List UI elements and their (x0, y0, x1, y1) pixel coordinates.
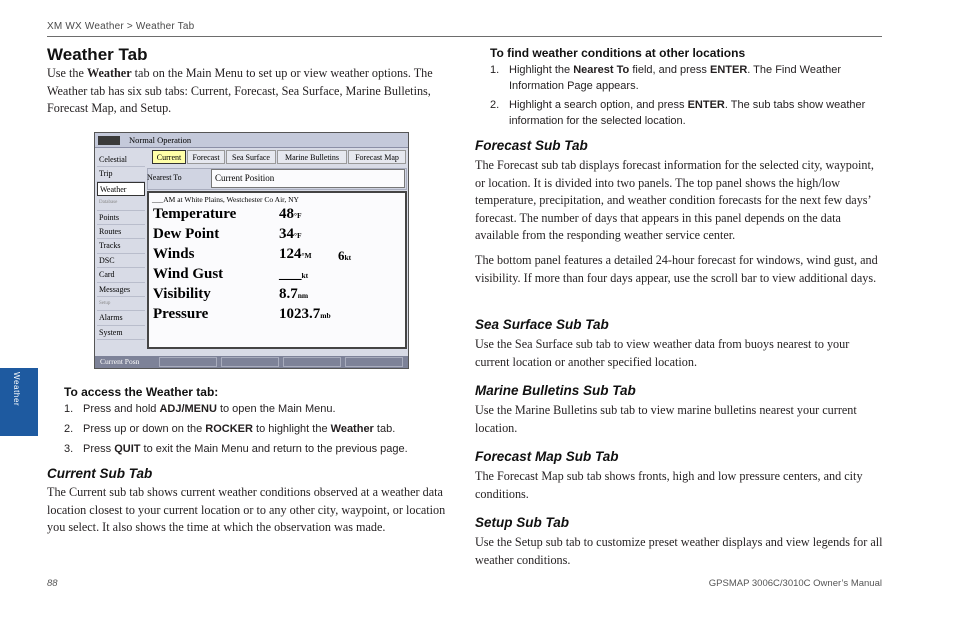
status-cell (221, 357, 279, 367)
key-label: Weather (330, 423, 374, 435)
winds-speed (338, 248, 351, 264)
status-cell (283, 357, 341, 367)
forecast-sub-paragraph-2: The bottom panel features a detailed 24-hour forecast for windows, wind gust, and visibility. If more than four days appear, use the scroll bar to view additional days. (475, 253, 878, 285)
tab-current[interactable]: Current (152, 150, 186, 164)
menu-item-celestial[interactable]: Celestial (97, 153, 145, 167)
key-label: ENTER (687, 99, 725, 111)
intro-paragraph (47, 65, 445, 118)
marine-bulletins-sub-paragraph: Use the Marine Bulletins sub tab to view marine bulletins nearest your current location. (475, 403, 857, 435)
page-number: 88 (47, 578, 58, 589)
wind-gust-value (279, 266, 308, 283)
battery-icon (98, 136, 120, 145)
step-text: Highlight a search option, and press (509, 99, 688, 111)
step-text: tab. (373, 423, 396, 435)
menu-item-alarms[interactable]: Alarms (97, 311, 145, 325)
forecast-map-sub-heading: Forecast Map Sub Tab (475, 449, 619, 464)
step-text: Press and hold (83, 403, 160, 415)
step-number: 1. (490, 64, 500, 76)
step-text: field, and press (629, 64, 710, 76)
menu-item-points[interactable]: Points (97, 211, 145, 225)
tab-sea-surface[interactable]: Sea Surface (226, 150, 276, 164)
tab-forecast[interactable]: Forecast (187, 150, 225, 164)
dew-point-label: Dew Point (153, 226, 220, 242)
field-label: Nearest To (573, 64, 630, 76)
step-text: . The sub tabs show weather information for the selected location. (509, 99, 866, 127)
sub-tabs (150, 150, 406, 165)
current-conditions-panel (147, 191, 407, 349)
running-header: XM WX Weather > Weather Tab (47, 21, 195, 32)
section-side-tab (0, 368, 38, 436)
current-position-label: Current Posn (100, 357, 140, 366)
winds-speed-number: 6 (338, 248, 345, 263)
main-menu (97, 153, 145, 340)
screen-title-bar (95, 133, 408, 148)
nearest-to-label: Nearest To (147, 173, 182, 182)
winds-unit: °M (301, 251, 312, 260)
tab-forecast-map[interactable]: Forecast Map (348, 150, 406, 164)
forecast-sub-paragraph-1: The Forecast sub tab displays forecast information for the selected city, waypoint, or location. It is divided into two panels. The top panel shows the high/low temperature, precipitation, and weather condition forecasts for the next few days’ forecast. The number of days that appears in this panel depends on the data available from the responding weather service center. (475, 158, 874, 242)
nearest-to-field[interactable]: Current Position (211, 169, 405, 188)
step-number: 2. (64, 423, 74, 435)
setup-sub-heading: Setup Sub Tab (475, 515, 569, 530)
menu-item-dsc[interactable]: DSC (97, 254, 145, 268)
menu-item-setup[interactable]: Setup (97, 297, 145, 311)
tab-marine-bulletins[interactable]: Marine Bulletins (277, 150, 347, 164)
pressure-value (279, 306, 331, 323)
menu-item-routes[interactable]: Routes (97, 225, 145, 239)
winds-label: Winds (153, 246, 195, 262)
intro-text-post: tab on the Main Menu to set up or view weather options. The Weather tab has six sub tabs: Current, Forecast, Sea Surface, Marine Bulletins, Forecast Map, and Setup. (47, 66, 433, 115)
step-text: to exit the Main Menu and return to the previous page. (140, 443, 408, 455)
menu-item-messages[interactable]: Messages (97, 283, 145, 297)
temperature-value (279, 206, 302, 223)
menu-item-database[interactable]: Database (97, 196, 145, 210)
step-number: 3. (64, 443, 74, 455)
other-locations-heading: To find weather conditions at other locations (490, 46, 746, 60)
step-text: . The Find Weather Information Page appears. (509, 64, 842, 92)
key-label: ADJ/MENU (159, 403, 217, 415)
winds-number: 124 (279, 246, 302, 262)
wind-gust-label: Wind Gust (153, 266, 224, 282)
page-title: Weather Tab (47, 45, 148, 64)
dew-point-unit: °F (294, 231, 302, 240)
manual-title: GPSMAP 3006C/3010C Owner’s Manual (708, 578, 882, 589)
temperature-number: 48 (279, 206, 294, 222)
key-label: ROCKER (205, 423, 253, 435)
menu-item-tracks[interactable]: Tracks (97, 239, 145, 253)
forecast-sub-heading: Forecast Sub Tab (475, 138, 588, 153)
access-heading: To access the Weather tab: (64, 385, 219, 399)
marine-bulletins-sub-heading: Marine Bulletins Sub Tab (475, 383, 636, 398)
step-text: to highlight the (252, 423, 331, 435)
visibility-number: 8.7 (279, 286, 298, 302)
menu-item-card[interactable]: Card (97, 268, 145, 282)
pressure-number: 1023.7 (279, 306, 321, 322)
side-tab-label: Weather (12, 372, 21, 407)
step-number: 2. (490, 99, 500, 111)
sea-surface-sub-heading: Sea Surface Sub Tab (475, 317, 609, 332)
visibility-unit: nm (297, 291, 309, 300)
winds-value (279, 246, 312, 263)
wind-gust-unit: kt (301, 271, 309, 280)
device-screenshot (94, 132, 409, 369)
visibility-value (279, 286, 308, 303)
key-label: QUIT (114, 443, 141, 455)
screen-title: Normal Operation (129, 135, 192, 145)
current-sub-heading: Current Sub Tab (47, 466, 153, 481)
sea-surface-sub-paragraph: Use the Sea Surface sub tab to view weather data from buoys nearest to your current location or another specified location. (475, 337, 850, 369)
pressure-label: Pressure (153, 306, 209, 322)
step-text: Highlight the (509, 64, 574, 76)
intro-text-pre: Use the (47, 66, 87, 80)
status-cell (159, 357, 217, 367)
menu-item-weather[interactable]: Weather (97, 182, 145, 196)
header-rule (47, 36, 882, 37)
step-text: Press (83, 443, 115, 455)
observation-location: ___AM at White Plains, Westchester Co Air, NY (152, 195, 299, 204)
step-text: Press up or down on the (83, 423, 206, 435)
pressure-unit: mb (320, 311, 331, 320)
forecast-map-sub-paragraph: The Forecast Map sub tab shows fronts, high and low pressure centers, and city conditions. (475, 469, 863, 501)
menu-item-trip[interactable]: Trip (97, 167, 145, 181)
key-label: ENTER (709, 64, 748, 76)
dew-point-number: 34 (279, 226, 294, 242)
status-cell (345, 357, 403, 367)
visibility-label: Visibility (153, 286, 211, 302)
intro-text-bold: Weather (86, 66, 132, 80)
step-text: to open the Main Menu. (216, 403, 336, 415)
setup-sub-paragraph: Use the Setup sub tab to customize preset weather displays and view legends for all weather conditions. (475, 535, 883, 567)
status-bar (95, 356, 408, 368)
step-number: 1. (64, 403, 74, 415)
menu-item-system[interactable]: System (97, 326, 145, 340)
winds-speed-unit: kt (344, 253, 352, 262)
temperature-label: Temperature (153, 206, 237, 222)
current-sub-paragraph: The Current sub tab shows current weather conditions observed at a weather data location closest to your current location or to any other city, waypoint, or location you select. It also shows the time at which the observation was made. (47, 485, 446, 534)
dew-point-value (279, 226, 302, 243)
wind-gust-number: ___ (279, 266, 302, 282)
temperature-unit: °F (294, 211, 302, 220)
